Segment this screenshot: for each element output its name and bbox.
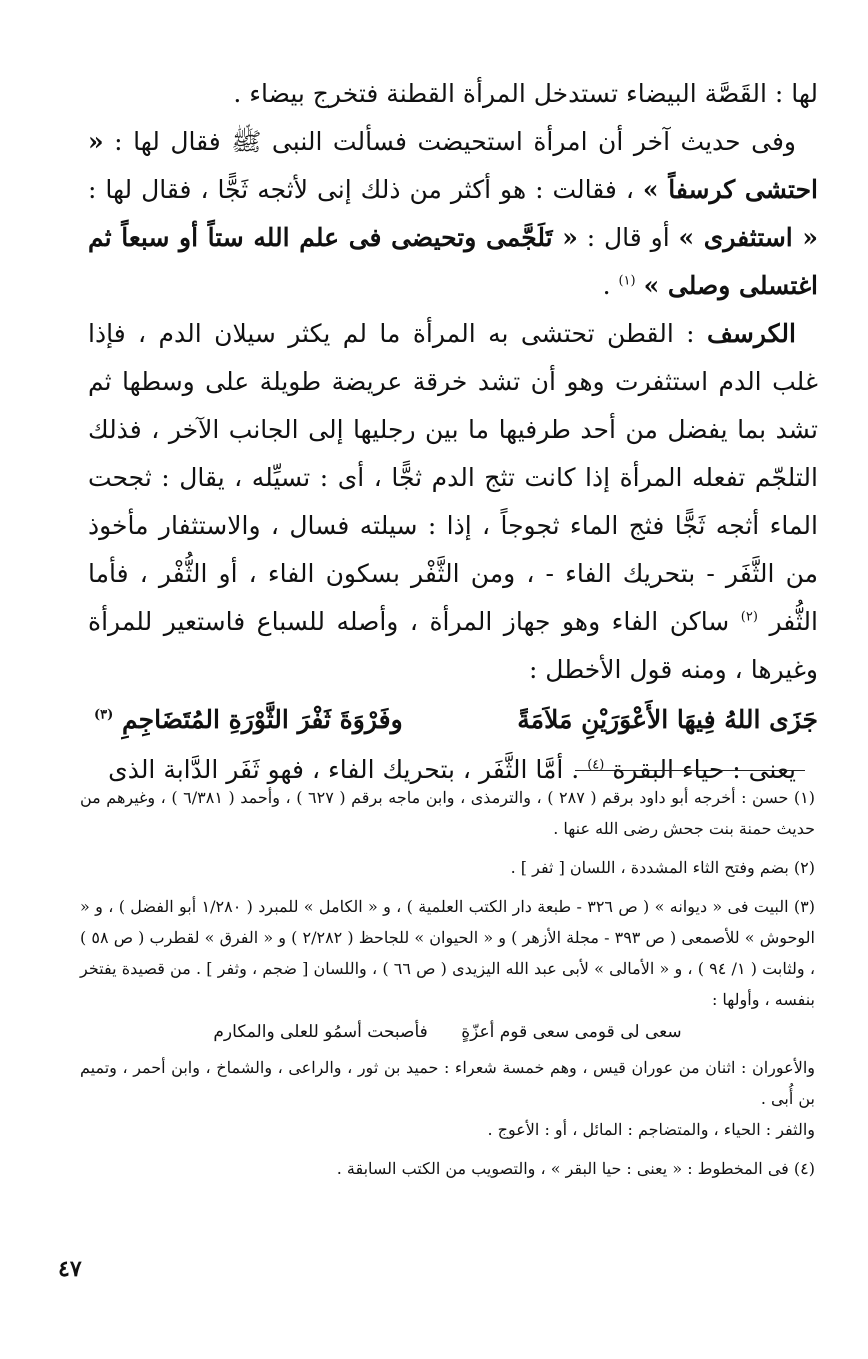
kursuf-definition-cont: ساكن الفاء وهو جهاز المرأة ، وأصله للسباع فاستعير للمرأة وغيرها ، ومنه قول الأخطل : [88, 607, 818, 684]
verse-hemistich-2-wrap [94, 694, 403, 746]
paragraph-qassa [88, 70, 818, 118]
footnote-3-thafar: والثفر : الحياء ، والمتضاجم : المائل ، أو : الأعوج . [487, 1120, 815, 1139]
end-dot: . [602, 271, 611, 300]
footnote-verse-b: فأصبحت أسمُو للعلى والمكارم [213, 1022, 428, 1042]
footnote-ref-2[interactable]: (٢) [740, 609, 758, 625]
hadith-middle: ، فقالت : هو أكثر من ذلك إنى لأثجه ثَجًّا ، فقال لها : [88, 175, 634, 204]
page-number: ٤٧ [58, 1256, 82, 1282]
verse-hemistich-1: جَزَى اللهُ فِيهَا الأَعْوَرَيْنِ مَلاَمَةً [517, 705, 818, 734]
footnotes [80, 782, 815, 1184]
footnote-ref-3[interactable]: (٣) [94, 707, 114, 723]
footnote-1: (١) حسن : أخرجه أبو داود برقم ( ٢٨٧ ) ، والترمذى ، وابن ماجه برقم ( ٦٢٧ ) ، وأحمد ( ٦/٣٨١ ) ، وغيرهم من حديث حمنة بنت جحش رضى الله عنها . [80, 788, 816, 838]
kursuf-definition: : القطن تحتشى به المرأة ما لم يكثر سيلان الدم ، فإذا غلب الدم استثفرت وهو أن تشد خرقة عريضة طويلة على وسطها ثم تشد بما يفضل من أحد طرفيها ما بين رجليها إلى الجانب الآخر ، فذلك التلجّم تفعله المرأة إذا كانت تثج الدم ثجًّا ، أى : تسيِّله ، يقال : ثجحت الماء أثجه ثَجًّا فثج الماء ثجوجاً ، إذا : سيلته فسال ، والاستثفار مأخوذ من الثَّفَر - بتحريك الفاء - ، ومن الثَّفْر بسكون الفاء ، أو الثُّفْر ، فأما الثُّفر [88, 319, 818, 636]
footnote-divider [575, 770, 805, 771]
footnote-3: (٣) البيت فى « ديوانه » ( ص ٣٢٦ - طبعة دار الكتب العلمية ) ، و « الكامل » للمبرد ( ١/٢٨٠ أبو الفضل ) ، و « الوحوش » للأصمعى ( ص ٣٩٣ - مجلة الأزهر ) و « الحيوان » للجاحظ ( ٢/٢٨٢ ) و « الفرق » لقطرب ( ص ٥٨ ) ، ولثابت ( ١/ ٩٤ ) ، و « الأمالى » لأبى عبد الله اليزيدى ( ص ٦٦ ) ، واللسان [ ضجم ، وثفر ] . من قصيدة يفتخر بنفسه ، وأولها : [80, 897, 815, 1009]
footnote-2: (٢) بضم وفتح الثاء المشددة ، اللسان [ ثفر ] . [510, 858, 815, 877]
qassa-line: لها : القَصَّة البيضاء تستدخل المرأة القطنة فتخرج بيضاء . [233, 79, 818, 108]
footnote-3-verse [80, 1015, 815, 1052]
hadith-lead: وفى حديث آخر أن امرأة استحيضت فسألت النبى ﷺ فقال لها : [114, 127, 796, 156]
last-line-b: . أمَّا الثَّفَر ، بتحريك الفاء ، فهو ثَفَر الدَّابة الذى [108, 755, 580, 784]
term-kursuf: الكرسف [707, 319, 796, 348]
footnote-ref-1[interactable]: (١) [618, 273, 636, 289]
verse-hemistich-2: وفَرْوَةَ ثَفْرَ الثَّوْرَةِ المُتَضَاجِمِ [122, 705, 403, 734]
last-line-a: يعنى : حياء البقرة [612, 755, 796, 784]
hadith-quote-kursuf: « احتشى كرسفاً » [88, 127, 819, 204]
hadith-quote-talajjami: « تَلَجَّمى وتحيضى فى علم الله ستاً أو سبعاً ثم اغتسلى وصلى » [88, 223, 818, 300]
akhtal-verse [88, 694, 818, 746]
paragraph-kursuf [88, 310, 818, 694]
footnote-verse-a: سعى لى قومى سعى قوم أعزّةٍ [461, 1022, 682, 1042]
main-text [88, 70, 818, 794]
footnote-3-awraan: والأعوران : اثنان من عوران قيس ، وهم خمسة شعراء : حميد بن ثور ، والراعى ، والشماخ ، وابن أحمر ، وتميم بن أُبى . [80, 1058, 815, 1108]
footnote-ref-4[interactable]: (٤) [587, 757, 605, 773]
paragraph-hadith [88, 118, 818, 310]
hadith-or-said: أو قال : [586, 223, 670, 252]
footnote-4: (٤) فى المخطوط : « يعنى : حيا البقر » ، والتصويب من الكتب السابقة . [336, 1159, 815, 1178]
hadith-quote-istathfiri: « استثفرى » [678, 223, 818, 252]
